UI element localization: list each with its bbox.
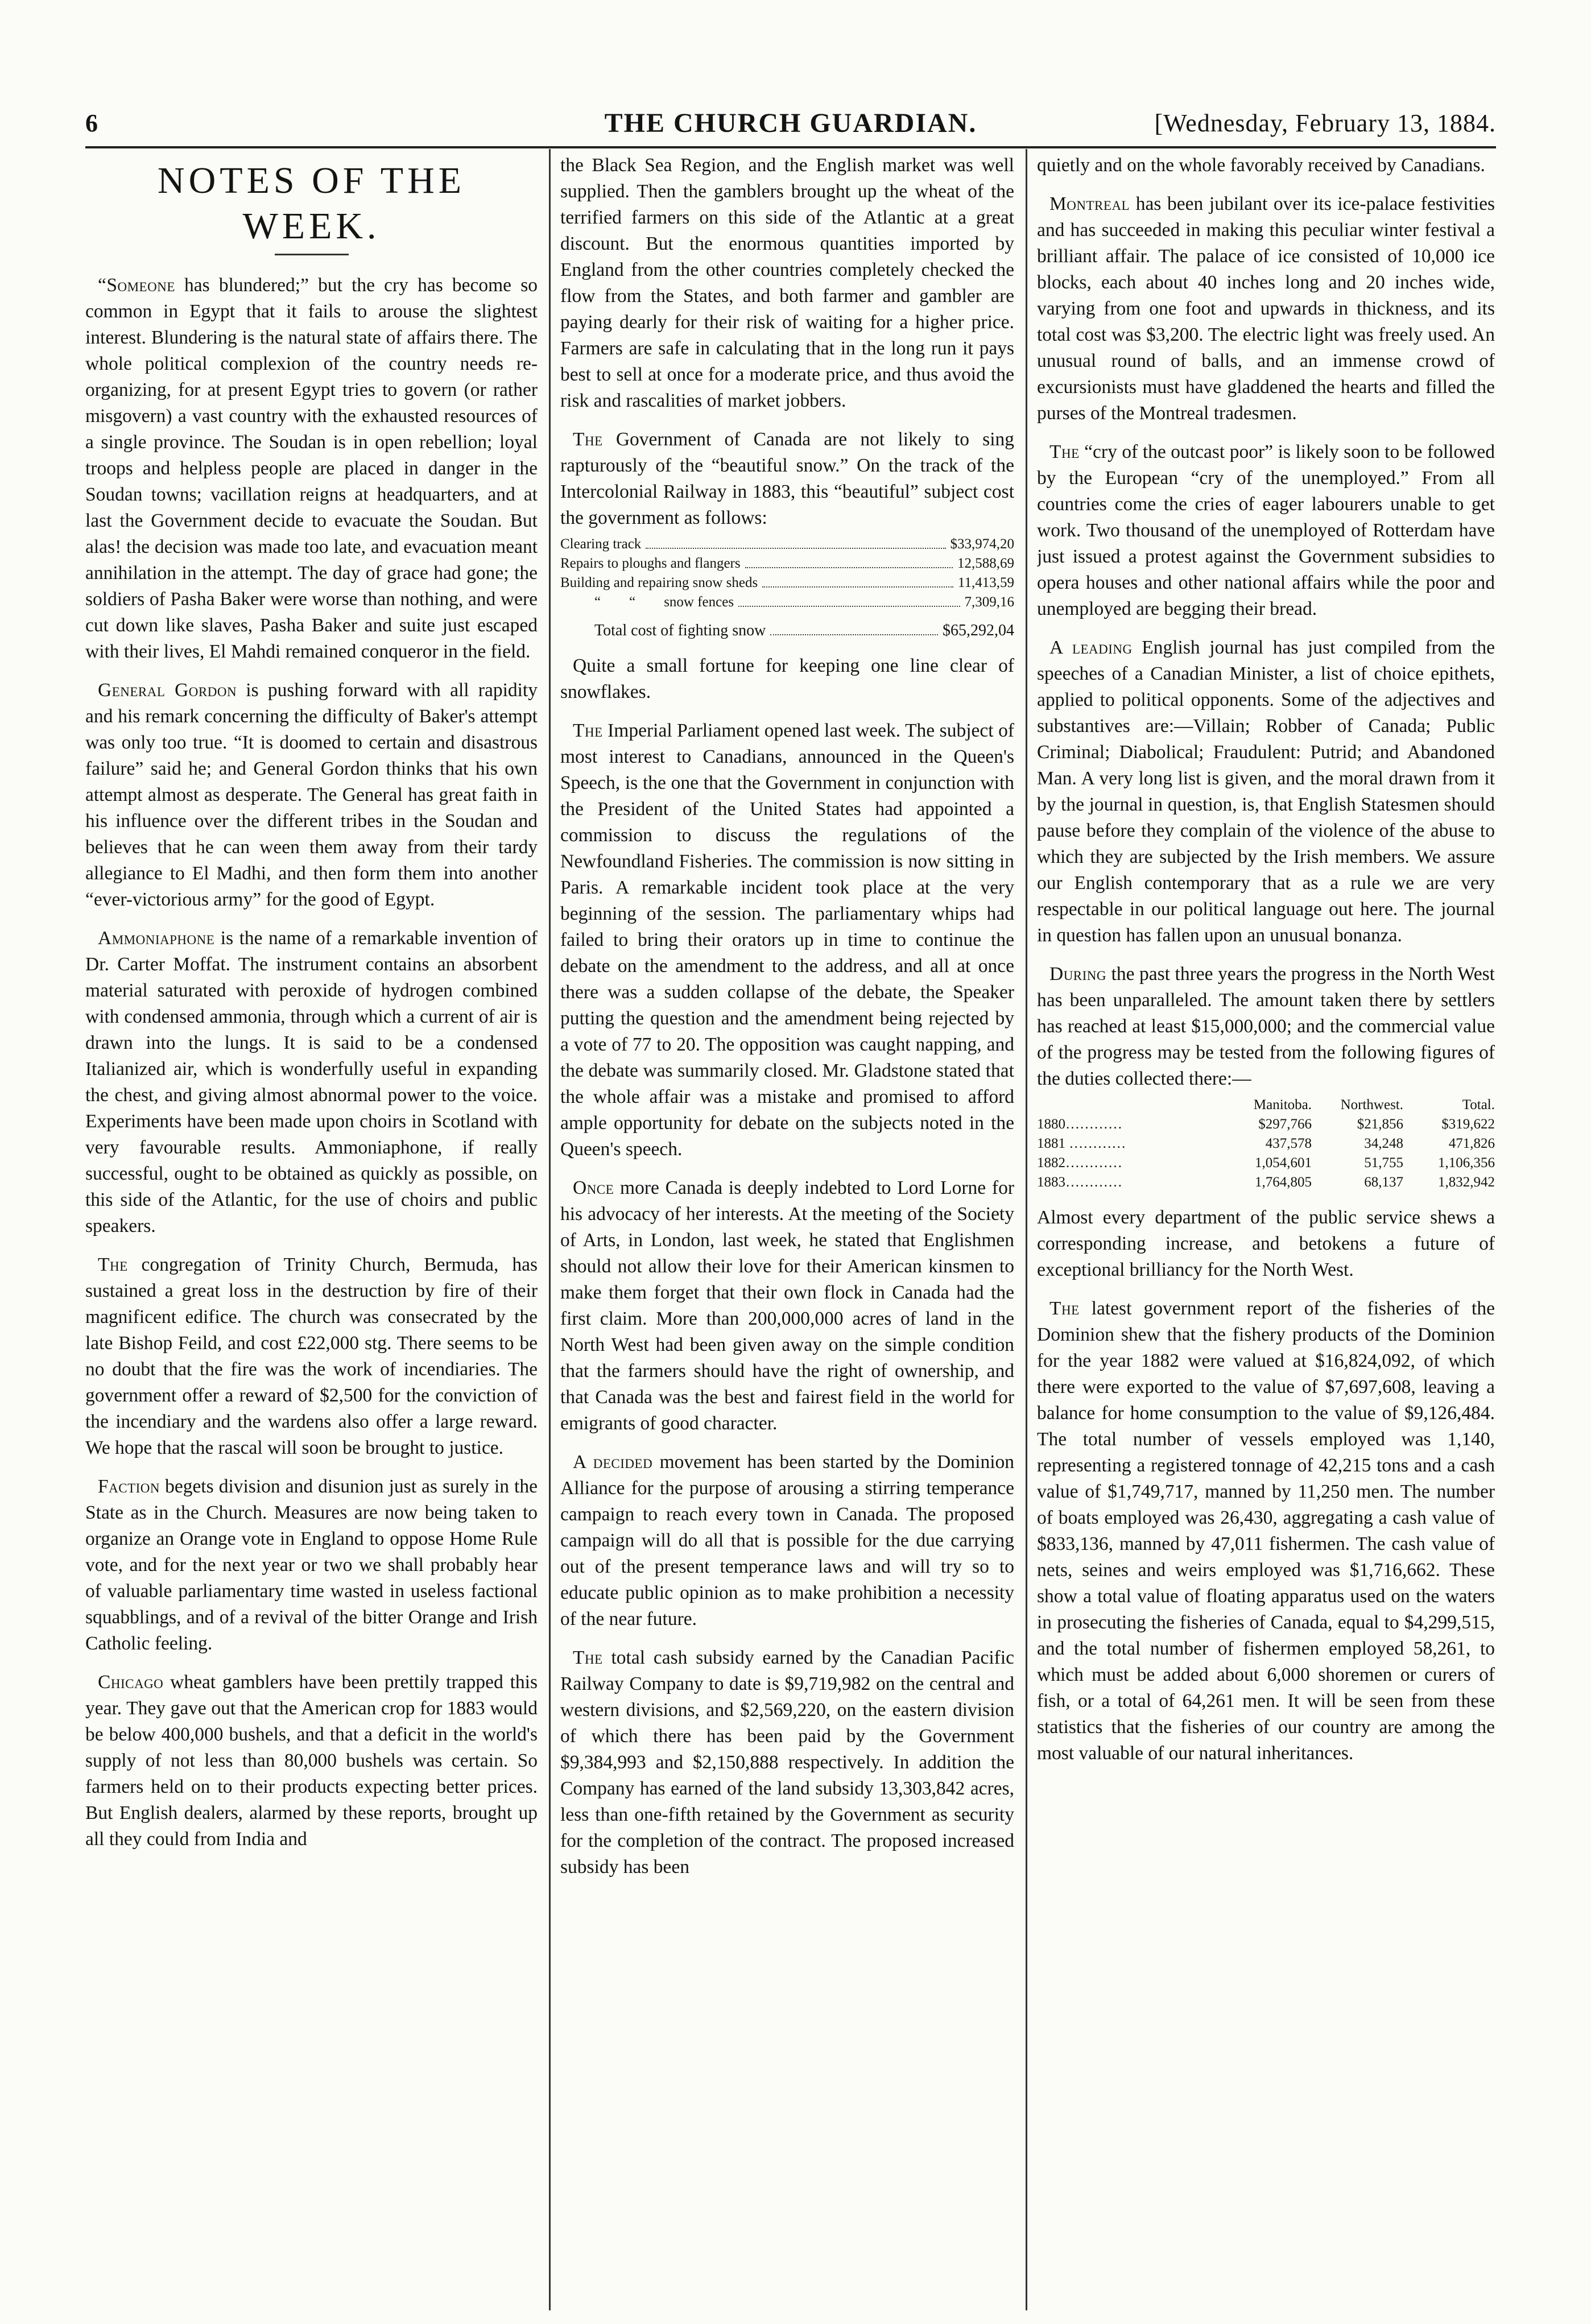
article-paragraph: Once more Canada is deeply indebted to Lord Lorne for his advocacy of her interests. At the meeting of the Society of Arts, in London, last week, he stated that Englishmen should not allow their love for their American kinsmen to make them forget that their own flock in Canada had the first claim. More than 200,000,000 acres of land in the North West had been given away on the simple condition that the farmers should have the right of ownership, and that Canada was the best and fairest field in the world for emigrants of good character. <box>560 1177 1014 1434</box>
snow-cost-table <box>560 535 1014 640</box>
article-paragraph: The congregation of Trinity Church, Bermuda, has sustained a great loss in the destruction by fire of their magnificent edifice. The church was consecrated by the late Bishop Feild, and cost £22,000 stg. There seems to be no doubt that the fire was the work of incendiaries. The government offer a reward of $2,500 for the conviction of the incendiary and the wardens also offer a large reward. We hope that the rascal will soon be brought to justice. <box>85 1254 538 1458</box>
article-paragraph: Quite a small fortune for keeping one line clear of snowflakes. <box>560 655 1014 702</box>
table-header-row: Manitoba. Northwest. Total. <box>1253 1097 1495 1113</box>
column-3 <box>1037 152 1495 2308</box>
article-paragraph: Chicago wheat gamblers have been prettily trapped this year. They gave out that the American crop for 1883 would be below 400,000 bushels, and that a deficit in the world's supply of not less than 80,000 bushels was certain. So farmers held on to their products expecting better prices. But English dealers, alarmed by these reports, brought up all they could from India and <box>85 1672 538 1850</box>
article-paragraph: The latest government report of the fisheries of the Dominion shew that the fishery products of the Dominion for the year 1882 were valued at $16,824,092, of which there were exported to the value of $7,697,608, leaving a balance for home consumption to the value of $9,126,484. The total number of vessels employed was 1,140, representing a registered tonnage of 42,215 tons and a cash value of $1,749,717, manned by 11,250 men. The number of boats employed was 26,430, aggregating a cash value of $833,136, manned by 47,011 fishermen. The cash value of nets, seines and weirs employed was $1,716,662. These show a total value of floating apparatus used on the waters in prosecuting the fisheries of Canada, equal to $4,299,515, and the total number of fishermen employed 58,261, to which must be added about 6,000 shoremen or curers of fish, or a total of 64,261 men. It will be seen from these statistics that the fisheries of our country are among the most valuable of our natural inheritances. <box>1037 1298 1495 1764</box>
heading-rule <box>275 254 349 255</box>
page-number: 6 <box>85 109 98 137</box>
newspaper-title: THE CHURCH GUARDIAN. <box>604 108 977 138</box>
column-rule <box>549 149 551 2310</box>
article-paragraph: During the past three years the progress in the North West has been unparalleled. The amount taken there by settlers has reached at least $15,000,000; and the commercial value of the progress may be tested from the following figures of the duties collected there:— <box>1037 963 1495 1089</box>
article-paragraph: The Imperial Parliament opened last week. The subject of most interest to Canadians, announced in the Queen's Speech, is the one that the Government in conjunction with the President of the United States had appointed a commission to discuss the regulations of the Newfoundland Fisheries. The commission is now sitting in Paris. A remarkable incident took place at the very beginning of the session. The parliamentary whips had failed to bring their orators up in time to continue the debate on the amendment to the address, and all at once there was a sudden collapse of the debate, the Speaker putting the question and the amendment being rejected by a vote of 77 to 20. The opposition was caught napping, and the debate was summarily closed. Mr. Gladstone stated that the whole affair was a mistake and promised to afford ample opportunity for debate on the subjects noted in the Queen's speech. <box>560 720 1014 1160</box>
table-row: 1883………… 1,764,805 68,137 1,832,942 <box>1037 1175 1495 1190</box>
issue-date: [Wednesday, February 13, 1884. <box>1154 109 1496 137</box>
article-paragraph: General Gordon is pushing forward with all rapidity and his remark concerning the difficulty of Baker's attempt was only too true. “It is doomed to certain and disastrous failure” said he; and General Gordon thinks that his own attempt almost as desperate. The General has great faith in his influence over the different tribes in the Soudan and believes that he can ween them away from their tardy allegiance to El Madhi, and then form them into another “ever-victorious army” for the good of Egypt. <box>85 680 538 910</box>
duties-table <box>1037 1095 1495 1192</box>
article-paragraph: Almost every department of the public service shews a corresponding increase, and betokens a future of exceptional brilliancy for the North West. <box>1037 1207 1495 1280</box>
table-row: “ “ snow fences 7,309,16 <box>560 593 1014 612</box>
column-2 <box>560 152 1014 2308</box>
table-row: Clearing track $33,974,20 <box>560 535 1014 554</box>
table-row: 1880………… $297,766 $21,856 $319,622 <box>1037 1116 1495 1132</box>
column-1 <box>85 152 538 2308</box>
page-header <box>85 105 1496 148</box>
article-paragraph: Montreal has been jubilant over its ice-palace festivities and has succeeded in making this peculiar winter festival a brilliant affair. The palace of ice consisted of 10,000 ice blocks, each about 40 inches long and 20 inches wide, varying from one foot and upwards in thickness, and its total cost was $3,200. The electric light was freely used. An unusual round of balls, and an immense crowd of excursionists must have gladdened the hearts and filled the purses of the Montreal tradesmen. <box>1037 193 1495 424</box>
article-paragraph: Ammoniaphone is the name of a remarkable invention of Dr. Carter Moffat. The instrument contains an absorbent material saturated with peroxide of hydrogen combined with condensed ammonia, through which a current of air is drawn into the lungs. It is said to be a condensed Italianized air, which is wonderfully useful in expanding the chest, and giving almost abnormal power to the voice. Experiments have been made upon choirs in Scotland with very favourable results. Ammoniaphone, if really successful, ought to be obtained as quickly as possible, on this side of the Atlantic, for the use of choirs and public speakers. <box>85 928 538 1237</box>
section-heading: NOTES OF THE WEEK. <box>157 160 466 247</box>
article-paragraph: the Black Sea Region, and the English market was well supplied. Then the gamblers brought up the wheat of the terrified farmers on this side of the Atlantic at a great discount. But the enormous quantities imported by England from the other countries completely checked the flow from the States, and both farmer and gambler are paying dearly for their risk of waiting for a higher price. Farmers are safe in calculating that in the long run it pays best to sell at once for a moderate price, and thus avoid the risk and rascalities of market jobbers. <box>560 155 1014 411</box>
article-paragraph: The “cry of the outcast poor” is likely soon to be followed by the European “cry of the unemployed.” From all countries come the cries of eager labourers unable to get work. Two thousand of the unemployed of Rotterdam have just issued a protest against the Government subsidies to opera houses and other national affairs while the poor and unemployed are begging their bread. <box>1037 441 1495 619</box>
article-paragraph: The Government of Canada are not likely to sing rapturously of the “beautiful snow.” On the track of the Intercolonial Railway in 1883, this “beautiful” subject cost the government as follows: <box>560 429 1014 528</box>
table-total-row: Total cost of fighting snow $65,292,04 <box>594 622 1014 639</box>
table-row: 1881 ………… 437,578 34,248 471,826 <box>1037 1136 1495 1151</box>
column-rule <box>1026 149 1027 2310</box>
table-row: 1882………… 1,054,601 51,755 1,106,356 <box>1037 1155 1495 1171</box>
article-paragraph: quietly and on the whole favorably received by Canadians. <box>1037 155 1485 176</box>
table-row: Building and repairing snow sheds 11,413,59 <box>560 573 1014 593</box>
article-paragraph: A decided movement has been started by the Dominion Alliance for the purpose of arousing a stirring temperance campaign to reach every town in Canada. The proposed campaign will do all that is possible for the due carrying out of the present temperance laws and will try so to educate public opinion as to make prohibition a necessity of the near future. <box>560 1452 1014 1630</box>
article-paragraph: “Someone has blundered;” but the cry has become so common in Egypt that it fails to arouse the slightest interest. Blundering is the natural state of affairs there. The whole political complexion of the country needs re-organizing, for at present Egypt tries to govern (or rather misgovern) a vast country with the exhausted resources of a single province. The Soudan is in open rebellion; loyal troops and helpless people are placed in danger in the Soudan towns; vacillation reigns at headquarters, and at last the Government decide to evacuate the Soudan. But alas! the decision was made too late, and evacuation meant annihilation in the attempt. The day of grace had gone; the soldiers of Pasha Baker were worse than nothing, and were cut down like slaves, Pasha Baker and suite just escaped with their lives, El Mahdi remained conqueror in the field. <box>85 275 538 662</box>
article-paragraph: Faction begets division and disunion just as surely in the State as in the Church. Measures are now being taken to organize an Orange vote in England to oppose Home Rule vote, and for the next year or two we shall probably hear of valuable parliamentary time wasted in useless factional squabblings, and of a revival of the bitter Orange and Irish Catholic feeling. <box>85 1476 538 1654</box>
article-paragraph: The total cash subsidy earned by the Canadian Pacific Railway Company to date is $9,719,982 on the central and western divisions, and $2,569,220, on the eastern division of which there has been paid by the Government $9,384,993 and $2,150,888 respectively. In addition the Company has earned of the land subsidy 13,303,842 acres, less than one-fifth retained by the Government as security for the completion of the contract. The proposed increased subsidy has been <box>560 1647 1014 1878</box>
article-paragraph: A leading English journal has just compiled from the speeches of a Canadian Minister, a list of choice epithets, applied to political opponents. Some of the adjectives and substantives are:—Villain; Robber of Canada; Public Criminal; Diabolical; Fraudulent: Putrid; and Abandoned Man. A very long list is given, and the moral drawn from it by the journal in question, is, that English Statesmen should pause before they complain of the violence of the abuse to which they are subjected by the Irish members. We assure our English contemporary that as a rule we are very respectable in our political language out here. The journal in question has fallen upon an unusual bonanza. <box>1037 637 1495 946</box>
table-row: Repairs to ploughs and flangers 12,588,69 <box>560 554 1014 573</box>
